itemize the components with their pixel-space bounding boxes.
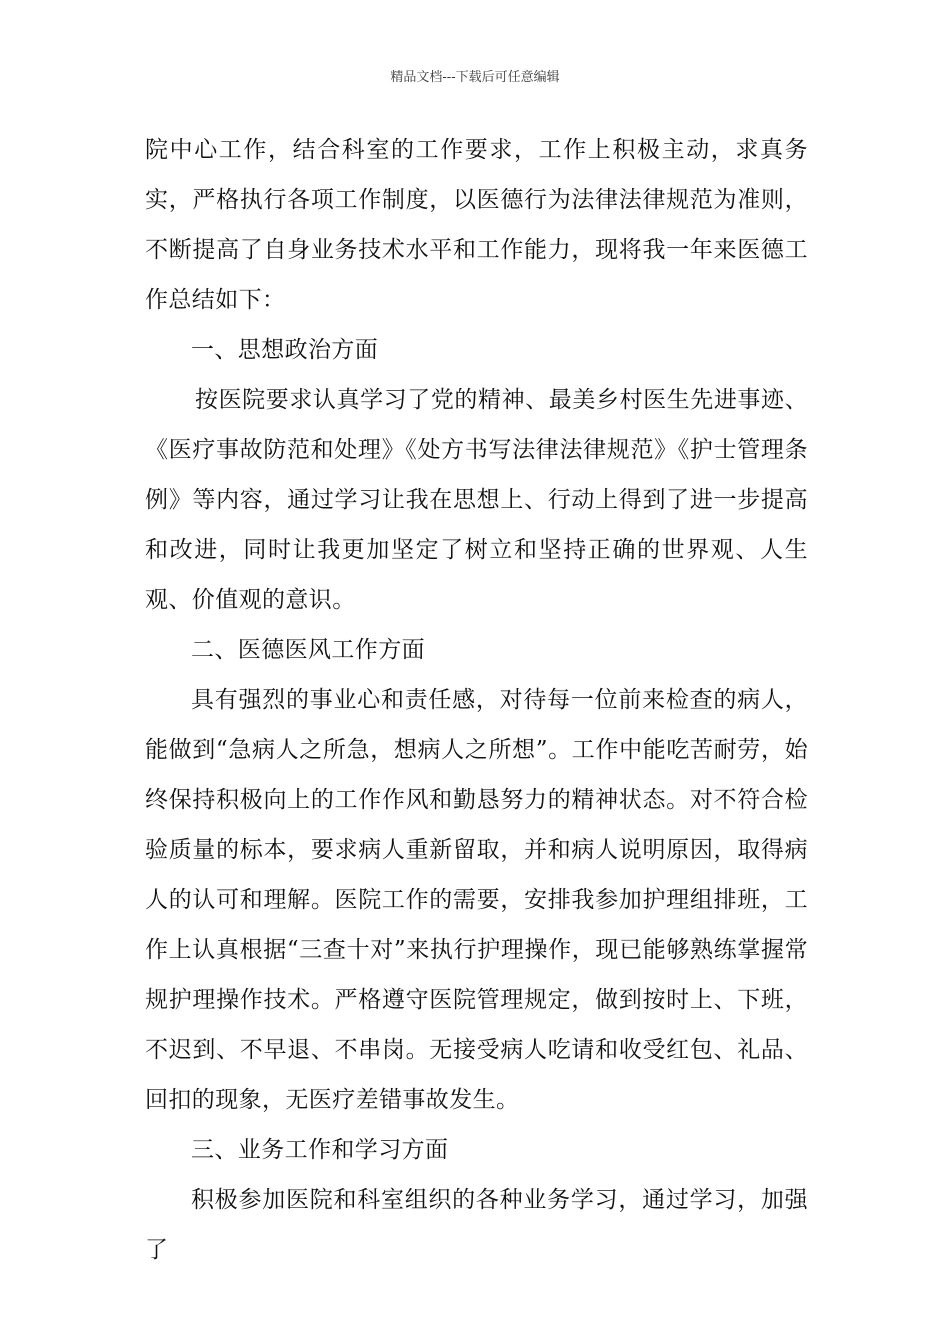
page-header: 精品文档---下载后可任意编辑 xyxy=(390,70,560,85)
politics-paragraph: 按医院要求认真学习了党的精神、最美乡村医生先进事迹、《医疗事故防范和处理》《处方书写法律法律规范》《护士管理条例》等内容，通过学习让我在思想上、行动上得到了进一步提高和改进，同时让我更加坚定了树立和坚持正确的世界观、人生观、价值观的意识。 xyxy=(145,387,808,613)
section-heading-politics: 一、思想政治方面 xyxy=(191,337,379,363)
section-heading-work-study: 三、业务工作和学习方面 xyxy=(191,1137,449,1163)
ethics-paragraph: 具有强烈的事业心和责任感，对待每一位前来检查的病人，能做到“急病人之所急，想病人之所想”。工作中能吃苦耐劳，始终保持积极向上的工作作风和勤恳努力的精神状态。对不符合检验质量的标本，要求病人重新留取，并和病人说明原因，取得病人的认可和理解。医院工作的需要，安排我参加护理组排班，工作上认真根据“三查十对”来执行护理操作，现已能够熟练掌握常规护理操作技术。严格遵守医院管理规定，做到按时上、下班，不迟到、不早退、不串岗。无接受病人吃请和收受红包、礼品、回扣的现象，无医疗差错事故发生。 xyxy=(145,687,808,1113)
work-study-paragraph: 积极参加医院和科室组织的各种业务学习，通过学习，加强了 xyxy=(145,1187,808,1263)
intro-paragraph: 院中心工作，结合科室的工作要求，工作上积极主动，求真务实，严格执行各项工作制度，以医德行为法律法律规范为准则，不断提高了自身业务技术水平和工作能力，现将我一年来医德工作总结如下： xyxy=(145,137,808,313)
section-heading-ethics: 二、医德医风工作方面 xyxy=(191,637,425,663)
document-body xyxy=(145,125,808,1275)
